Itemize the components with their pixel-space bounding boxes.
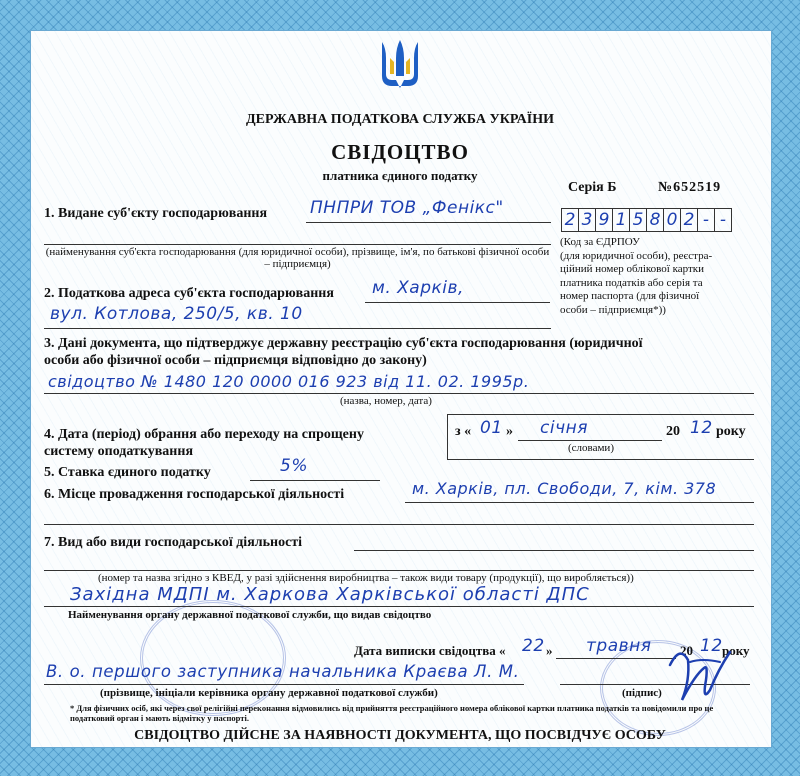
edrpou-digit: - (714, 208, 732, 232)
issue-label: Дата виписки свідоцтва « (354, 643, 506, 658)
issue-month-line (556, 658, 676, 659)
field4-box-top (447, 414, 754, 415)
authority-line (44, 606, 754, 607)
field4-year-prefix: 20 (666, 424, 680, 439)
field6-line-2 (44, 524, 754, 525)
field4-label-line1: 4. Дата (період) обрання або переходу на спрощену (44, 427, 364, 442)
edrpou-caption-line: платника податків або серія та (560, 276, 703, 289)
issue-month: травня (586, 636, 652, 656)
field5-line (250, 480, 380, 481)
signer-value: В. о. першого заступника начальника Краєва Л. М. (46, 662, 520, 681)
issue-mid: » (546, 643, 553, 658)
authority-value: Західна МДПІ м. Харкова Харківської області ДПС (70, 584, 590, 605)
issue-year-word: року (722, 643, 750, 658)
field2-line-2 (44, 328, 551, 329)
field4-box-bottom (447, 459, 754, 460)
field4-prefix: з « (455, 424, 472, 439)
field2-value-line1: м. Харків, (372, 278, 464, 298)
issue-year-prefix: 20 (680, 643, 693, 658)
signer-caption: (прізвище, ініціали керівника органу державної податкової служби) (100, 687, 438, 699)
edrpou-digit: 2 (561, 208, 578, 232)
field7-label: 7. Вид або види господарської діяльності (44, 535, 303, 550)
trident-icon (378, 38, 422, 90)
edrpou-caption-line: (Код за ЄДРПОУ (560, 236, 640, 248)
field3-line (44, 393, 754, 394)
field4-day: 01 (480, 418, 503, 438)
signature-mark (660, 640, 740, 710)
field4-box-left (447, 414, 448, 459)
field4-mid: » (506, 424, 513, 439)
field1-label: 1. Видане суб'єкту господарювання (44, 206, 268, 221)
agency-title: ДЕРЖАВНА ПОДАТКОВА СЛУЖБА УКРАЇНИ (245, 112, 555, 127)
field6-value: м. Харків, пл. Свободи, 7, кім. 378 (412, 479, 717, 498)
field4-label-line2: систему оподаткування (44, 444, 194, 459)
field5-value: 5% (280, 456, 308, 476)
number-label: №652519 (658, 180, 722, 195)
authority-caption: Найменування органу державної податкової служби, що видав свідоцтво (68, 609, 432, 621)
edrpou-digit: 1 (612, 208, 629, 232)
field1-line (306, 222, 551, 223)
field7-caption: (номер та назва згідно з КВЕД, у разі здійснення виробництва – також види товару (продукції), що виробляється)) (98, 572, 634, 584)
field2-label: 2. Податкова адреса суб'єкта господарювання (44, 286, 334, 301)
footnote-line1: * Для фізичних осіб, які через свої релігійні переконання відмовились від прийняття реєстраційного номера облікової картки платника податків та повідомили про це (70, 703, 714, 713)
edrpou-digit: - (697, 208, 714, 232)
signer-line (44, 684, 524, 685)
signature-caption: (підпис) (622, 687, 662, 699)
document-title: СВІДОЦТВО (331, 140, 469, 164)
field4-year-word: року (716, 424, 746, 439)
field1-value: ПНПРИ ТОВ „Фенікс" (310, 198, 504, 218)
field3-label-line2: особи або фізичної особи – підприємця відповідно до закону) (44, 353, 427, 368)
edrpou-caption-line: (для юридичної особи), реєстра- (560, 249, 713, 262)
footer-note: СВІДОЦТВО ДІЙСНЕ ЗА НАЯВНОСТІ ДОКУМЕНТА, ЩО ПОСВІДЧУЄ ОСОБУ (134, 728, 666, 743)
edrpou-digit: 2 (680, 208, 697, 232)
field6-label: 6. Місце провадження господарської діяльності (44, 487, 345, 502)
series-label: Серія Б (568, 180, 617, 195)
field2-value-line2: вул. Котлова, 250/5, кв. 10 (50, 304, 303, 324)
edrpou-digit: 5 (629, 208, 646, 232)
field4-caption: (словами) (568, 442, 614, 454)
field7-line (354, 550, 754, 551)
field7-line-2 (44, 570, 754, 571)
issue-day: 22 (522, 636, 545, 656)
field3-label-line1: 3. Дані документа, що підтверджує державну реєстрацію суб'єкта господарювання (юридичної (44, 336, 643, 351)
edrpou-digit: 9 (595, 208, 612, 232)
field4-year-suffix: 12 (690, 418, 713, 438)
edrpou-caption (560, 236, 712, 317)
edrpou-digit: 0 (663, 208, 680, 232)
issue-year-suffix: 12 (700, 636, 723, 656)
footnote-line2: податковий орган і мають відмітку у паспорті. (70, 713, 249, 723)
edrpou-caption-line: особи – підприємця*)) (560, 303, 666, 316)
edrpou-digit: 8 (646, 208, 663, 232)
edrpou-caption-line: ційний номер облікової картки (560, 263, 705, 275)
edrpou-caption-line: номер паспорта (для фізичної (560, 290, 700, 302)
edrpou-digit: 3 (578, 208, 595, 232)
field1-line-2 (44, 244, 551, 245)
field3-value: свідоцтво № 1480 120 0000 016 923 від 11. 02. 1995р. (48, 372, 530, 391)
field6-line (405, 502, 754, 503)
field2-line (365, 302, 550, 303)
field4-month: січня (540, 418, 588, 438)
field1-caption-1: (найменування суб'єкта господарювання (для юридичної особи), прізвище, ім'я, по батькові фізичної особи – підприємця) (45, 246, 550, 270)
field3-caption: (назва, номер, дата) (340, 395, 432, 407)
field5-label: 5. Ставка єдиного податку (44, 465, 211, 480)
edrpou-code-box (561, 208, 732, 232)
field4-month-line (518, 440, 662, 441)
document-subtitle: платника єдиного податку (322, 168, 478, 183)
